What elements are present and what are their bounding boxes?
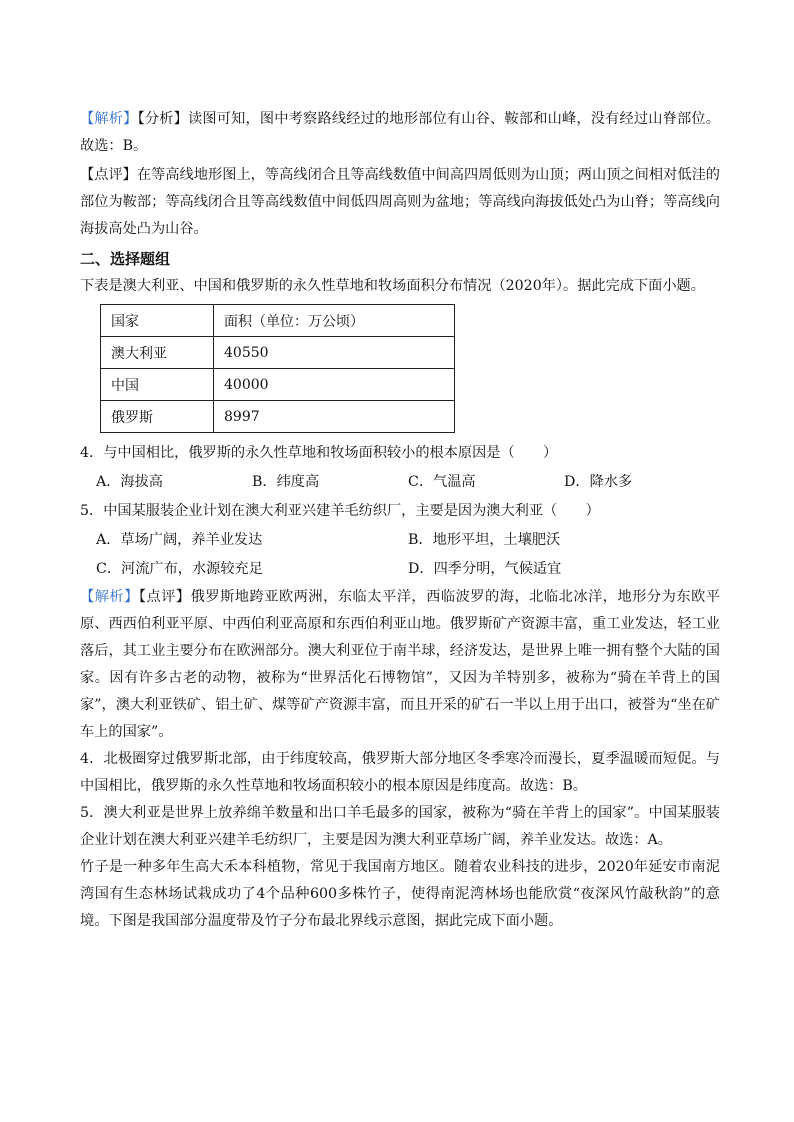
option-d: D．四季分明，气候适宜 (408, 561, 562, 577)
table-cell-area: 40000 (214, 369, 455, 401)
table-cell-country: 澳大利亚 (101, 337, 214, 369)
option-d: D．降水多 (564, 474, 633, 490)
analysis-tag: 【解析】 (80, 589, 139, 605)
table-cell-area: 8997 (214, 401, 455, 433)
answer-5-explanation: 5．澳大利亚是世界上放养绵羊数量和出口羊毛最多的国家，被称为“骑在羊背上的国家”。中国某服装企业计划在澳大利亚兴建羊毛纺织厂，主要是因为澳大利亚草场广阔，养羊业发达。故选：A。 (80, 805, 720, 848)
bamboo-intro: 竹子是一种多年生高大禾本科植物，常见于我国南方地区。随着农业科技的进步，2020年延安市南泥湾国有生态林场试栽成功了4个品种600多株竹子，使得南泥湾林场也能欣赏“夜深风竹敲秋韵”的意境。下图是我国部分温度带及竹子分布最北界线示意图，据此完成下面小题。 (80, 859, 720, 929)
question-5-options-row2 (80, 555, 720, 584)
question-5-stem: 5．中国某服装企业计划在澳大利亚兴建羊毛纺织厂，主要是因为澳大利亚（ ） (80, 503, 600, 519)
analysis-paragraph-1 (80, 106, 720, 160)
option-c: C．气温高 (408, 474, 476, 490)
option-c: C．河流广布，水源较充足 (96, 561, 263, 577)
table-cell-country: 中国 (101, 369, 214, 401)
analysis-text-1: 【分析】读图可知，图中考察路线经过的地形部位有山谷、鞍部和山峰，没有经过山脊部位。故选：B。 (80, 111, 720, 154)
option-b: B．地形平坦，土壤肥沃 (408, 532, 561, 548)
table-cell-country: 俄罗斯 (101, 401, 214, 433)
table-header-area: 面积（单位：万公顷） (214, 305, 455, 337)
question-4-options (80, 468, 720, 497)
question-4-stem: 4．与中国相比，俄罗斯的永久性草地和牧场面积较小的根本原因是（ ） (80, 445, 558, 461)
area-table (100, 304, 455, 433)
comment-paragraph-1: 【点评】在等高线地形图上，等高线闭合且等高线数值中间高四周低则为山顶；两山顶之间相对低洼的部位为鞍部；等高线闭合且等高线数值中间低四周高则为盆地；等高线向海拔低处凸为山脊；等高线向海拔高处凸为山谷。 (80, 167, 720, 237)
analysis-text-2: 【点评】俄罗斯地跨亚欧两洲，东临太平洋，西临波罗的海，北临北冰洋，地形分为东欧平原、西西伯利亚平原、中西伯利亚高原和东西伯利亚山地。俄罗斯矿产资源丰富，重工业发达，轻工业落后，其工业主要分布在欧洲部分。澳大利亚位于南半球，经济发达，是世界上唯一拥有整个大陆的国家。因有许多古老的动物，被称为“世界活化石博物馆”，又因为羊特别多，被称为“骑在羊背上的国家”，澳大利亚铁矿、铝土矿、煤等矿产资源丰富，而且开采的矿石一半以上用于出口，被誉为“坐在矿车上的国家”。 (80, 589, 720, 740)
table-header-row (101, 305, 455, 337)
option-a: A．海拔高 (96, 474, 163, 490)
option-a: A．草场广阔，养羊业发达 (96, 532, 263, 548)
document-page (80, 106, 720, 935)
question-5-options-row1 (80, 526, 720, 555)
section-title: 二、选择题组 (80, 250, 171, 268)
option-b: B．纬度高 (252, 474, 320, 490)
answer-4-explanation: 4．北极圈穿过俄罗斯北部，由于纬度较高，俄罗斯大部分地区冬季寒冷而漫长，夏季温暖而短促。与中国相比，俄罗斯的永久性草地和牧场面积较小的根本原因是纬度高。故选：B。 (80, 751, 720, 794)
analysis-tag: 【解析】 (80, 111, 138, 127)
analysis-paragraph-2 (80, 584, 720, 746)
table-row (101, 337, 455, 369)
table-intro: 下表是澳大利亚、中国和俄罗斯的永久性草地和牧场面积分布情况（2020年）。据此完成下面小题。 (80, 278, 705, 294)
table-row (101, 369, 455, 401)
table-cell-area: 40550 (214, 337, 455, 369)
table-header-country: 国家 (101, 305, 214, 337)
table-row (101, 401, 455, 433)
